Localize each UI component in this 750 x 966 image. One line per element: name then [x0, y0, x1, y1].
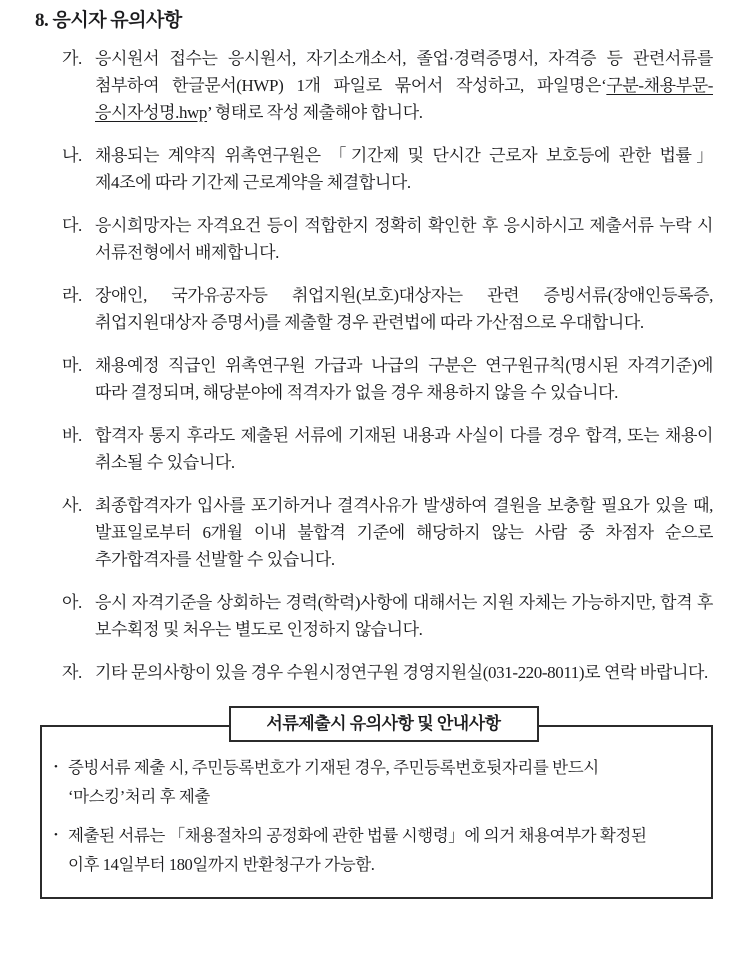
item-text: [95, 45, 713, 126]
item-label: 자.: [62, 663, 82, 682]
item-text: 기타 문의사항이 있을 경우 수원시정연구원 경영지원실(031-220-8011)로 연락 바랍니다.: [95, 663, 708, 682]
item-label: 바.: [62, 426, 82, 445]
notice-bullet-text: 제출된 서류는 「채용절차의 공정화에 관한 법률 시행령」에 의거 채용여부가 확정된 이후 14일부터 180일까지 반환청구가 가능함.: [68, 826, 647, 874]
notice-bullet: [54, 753, 656, 811]
notice-box-body: [40, 725, 713, 899]
item-text: 채용되는 계약직 위촉연구원은 「기간제 및 단시간 근로자 보호등에 관한 법률」 제4조에 따라 기간제 근로계약을 체결합니다.: [95, 146, 713, 192]
list-item: [62, 45, 713, 126]
item-text-segment: ’ 형태로 작성 제출해야 합니다.: [207, 103, 423, 122]
item-text: 응시 자격기준을 상회하는 경력(학력)사항에 대해서는 지원 자체는 가능하지만, 합격 후 보수획정 및 처우는 별도로 인정하지 않습니다.: [95, 593, 713, 639]
notice-box: [40, 706, 713, 899]
item-text: 합격자 통지 후라도 제출된 서류에 기재된 내용과 사실이 다를 경우 합격, 또는 채용이 취소될 수 있습니다.: [95, 426, 713, 472]
item-label: 마.: [62, 356, 82, 375]
item-label: 사.: [62, 496, 82, 515]
bullet-icon: •: [54, 761, 58, 773]
notice-bullet-text: 증빙서류 제출 시, 주민등록번호가 기재된 경우, 주민등록번호뒷자리를 반드시 ‘마스킹’처리 후 제출: [68, 758, 599, 806]
item-label: 아.: [62, 593, 82, 612]
item-text: 최종합격자가 입사를 포기하거나 결격사유가 발생하여 결원을 보충할 필요가 있을 때, 발표일로부터 6개월 이내 불합격 기준에 해당하지 않는 사람 중 차점자 순으로 추가합격자를 선발할 수 있습니다.: [95, 496, 713, 569]
notice-box-title: 서류제출시 유의사항 및 안내사항: [229, 706, 539, 742]
item-text: 응시희망자는 자격요건 등이 적합한지 정확히 확인한 후 응시하시고 제출서류 누락 시 서류전형에서 배제합니다.: [95, 216, 713, 262]
list-item: [62, 352, 713, 406]
list-item: [62, 282, 713, 336]
list-item: [62, 589, 713, 643]
list-item: [62, 492, 713, 573]
item-text-segment: 응시원서 접수는 응시원서, 자기소개소서, 졸업·경력증명서, 자격증 등 관련서류를 첨부하여 한글문서(HWP) 1개 파일로 묶어서 작성하고, 파일명은‘: [95, 49, 713, 95]
list-item: [62, 659, 713, 686]
list-item: [62, 142, 713, 196]
list-item: [62, 212, 713, 266]
filename-underline: 구분-채용부문-응시자성명.hwp: [95, 76, 713, 122]
item-label: 라.: [62, 286, 82, 305]
item-label: 가.: [62, 49, 82, 68]
notice-bullet: [54, 821, 656, 879]
section-heading: 8. 응시자 유의사항: [35, 10, 182, 31]
item-label: 다.: [62, 216, 82, 235]
bullet-icon: •: [54, 829, 58, 841]
item-text: 장애인, 국가유공자등 취업지원(보호)대상자는 관련 증빙서류(장애인등록증, 취업지원대상자 증명서)를 제출할 경우 관련법에 따라 가산점으로 우대합니다.: [95, 286, 713, 332]
item-label: 나.: [62, 146, 82, 165]
list-item: [62, 422, 713, 476]
item-text: 채용예정 직급인 위촉연구원 가급과 나급의 구분은 연구원규칙(명시된 자격기준)에 따라 결정되며, 해당분야에 적격자가 없을 경우 채용하지 않을 수 있습니다.: [95, 356, 713, 402]
